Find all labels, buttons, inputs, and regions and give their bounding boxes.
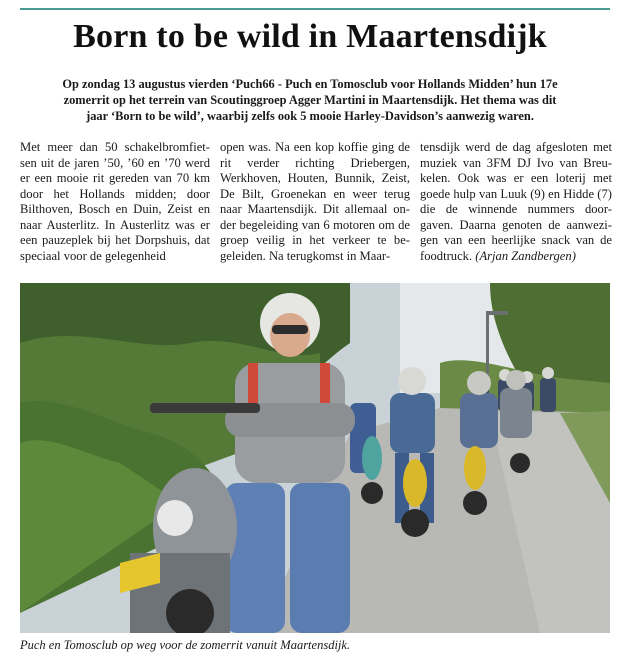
article-column-2	[220, 140, 410, 264]
column-1-text: Met meer dan 50 schakelbromfiet-sen uit de jaren ’50, ’60 en ’70 werd er een mooie rit gereden van 70 km door het Hollands midden; door Bilthoven, Bosch en Duin, Zeist en naar Austerlitz. In Austerlitz was er een pauzeplek bij het Dorpshuis, dat speciaal voor de gelegenheid	[20, 140, 210, 263]
photo-caption: Puch en Tomosclub op weg voor de zomerrit vanuit Maartensdijk.	[20, 638, 351, 652]
article-photo	[20, 283, 610, 633]
article-title: Born to be wild in Maartensdijk	[73, 18, 547, 55]
byline: (Arjan Zandbergen)	[475, 248, 576, 263]
article-column-3	[420, 140, 612, 264]
column-3-text	[420, 140, 612, 264]
article-lead: Op zondag 13 augustus vierden ‘Puch66 - Puch en Tomosclub voor Hollands Midden’ hun 17e zomerrit op het terrein van Scoutinggroep Agger Martini in Maartensdijk. Het thema was dit jaar ‘Born to be wild’, waarbij zelfs ook 5 mooie Harley-Davidson’s aanwezig waren.	[62, 77, 558, 123]
top-rule	[20, 8, 610, 10]
column-3-body: tensdijk werd de dag afgesloten met muziek van 3FM DJ Ivo van Breu-kelen. Ook was er een loterij met goede hulp van Luuk (9) en Hidde (7) die de winnende nummers door-gaven. Daarna genoten de aanwezi-gen van een heerlijke snack van de foodtruck.	[420, 140, 612, 263]
photo-illustration	[20, 283, 610, 633]
column-2-text: open was. Na een kop koffie ging de rit verder richting Driebergen, Werkhoven, Houten, Bunnik, Zeist, De Bilt, Groenekan en weer terug naar Maartensdijk. Dit allemaal on-der begeleiding van 6 motoren om de groep veilig in het verkeer te be-geleiden. Na terugkomst in Maar-	[220, 140, 410, 263]
article-column-1	[20, 140, 210, 264]
